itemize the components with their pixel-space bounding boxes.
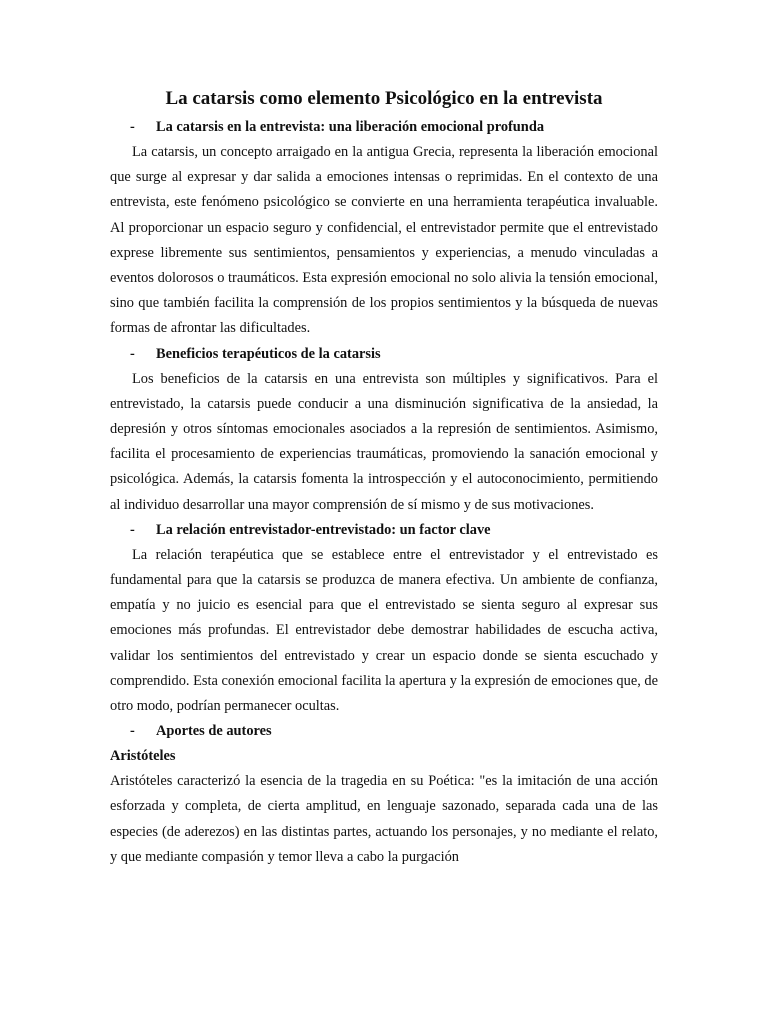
bullet-dash: - [130,521,135,538]
section-heading-beneficios [110,342,658,367]
section-heading-aportes [110,719,658,744]
section-paragraph-relacion: La relación terapéutica que se establece entre el entrevistador y el entrevistado es fundamental para que la catarsis se produzca de manera efectiva. Un ambiente de confianza, empatía y no juicio es esencial para que el entrevistado se sienta seguro al expresar sus emociones más profundas. El entrevistador debe demostrar habilidades de escucha activa, validar los sentimientos del entrevistado y crear un espacio donde se sienta escuchado y comprendido. Esta conexión emocional facilita la apertura y la expresión de emociones que, de otro modo, podrían permanecer ocultas. [110,546,658,715]
section-heading-text: La catarsis en la entrevista: una liberación emocional profunda [156,119,545,135]
section-heading-text: Aportes de autores [156,723,272,740]
bullet-dash: - [130,345,135,362]
author-heading: Aristóteles [110,748,176,765]
section-heading-text: La relación entrevistador-entrevistado: un factor clave [156,521,491,538]
section-paragraph-beneficios: Los beneficios de la catarsis en una entrevista son múltiples y significativos. Para el entrevistado, la catarsis puede conducir a una disminución significativa de la ansiedad, la depresión y otros síntomas emocionales asociados a la represión de sentimientos. Asimismo, facilita el procesamiento de experiencias traumáticas, promoviendo la sanación emocional y psicológica. Además, la catarsis fomenta la introspección y el autoconocimiento, permitiendo al individuo desarrollar una mayor comprensión de sí mismo y de sus motivaciones. [110,370,658,513]
document-page [110,84,658,870]
bullet-dash: - [130,723,135,740]
document-title: La catarsis como elemento Psicológico en la entrevista [165,88,603,109]
author-paragraph: Aristóteles caracterizó la esencia de la tragedia en su Poética: "es la imitación de una acción esforzada y completa, de cierta amplitud, en lenguaje sazonado, separada cada una de las especies (de aderezos) en las distintas partes, actuando los personajes, y no mediante el relato, y que mediante compasión y temor lleva a cabo la purgación [110,773,658,865]
bullet-dash: - [130,119,135,135]
section-heading-relacion [110,518,658,543]
section-paragraph-catarsis-entrevista: La catarsis, un concepto arraigado en la antigua Grecia, representa la liberación emocional que surge al expresar y dar salida a emociones intensas o reprimidas. En el contexto de una entrevista, este fenómeno psicológico se convierte en una herramienta terapéutica invaluable. Al proporcionar un espacio seguro y confidencial, el entrevistador permite que el entrevistado exprese libremente sus sentimientos, pensamientos y experiencias, a menudo vinculadas a eventos dolorosos o traumáticos. Esta expresión emocional no solo alivia la tensión emocional, sino que también facilita la comprensión de los propios sentimientos y la búsqueda de nuevas formas de afrontar las dificultades. [110,144,658,337]
section-heading-text: Beneficios terapéuticos de la catarsis [156,345,381,362]
section-heading-catarsis-entrevista [110,115,658,140]
